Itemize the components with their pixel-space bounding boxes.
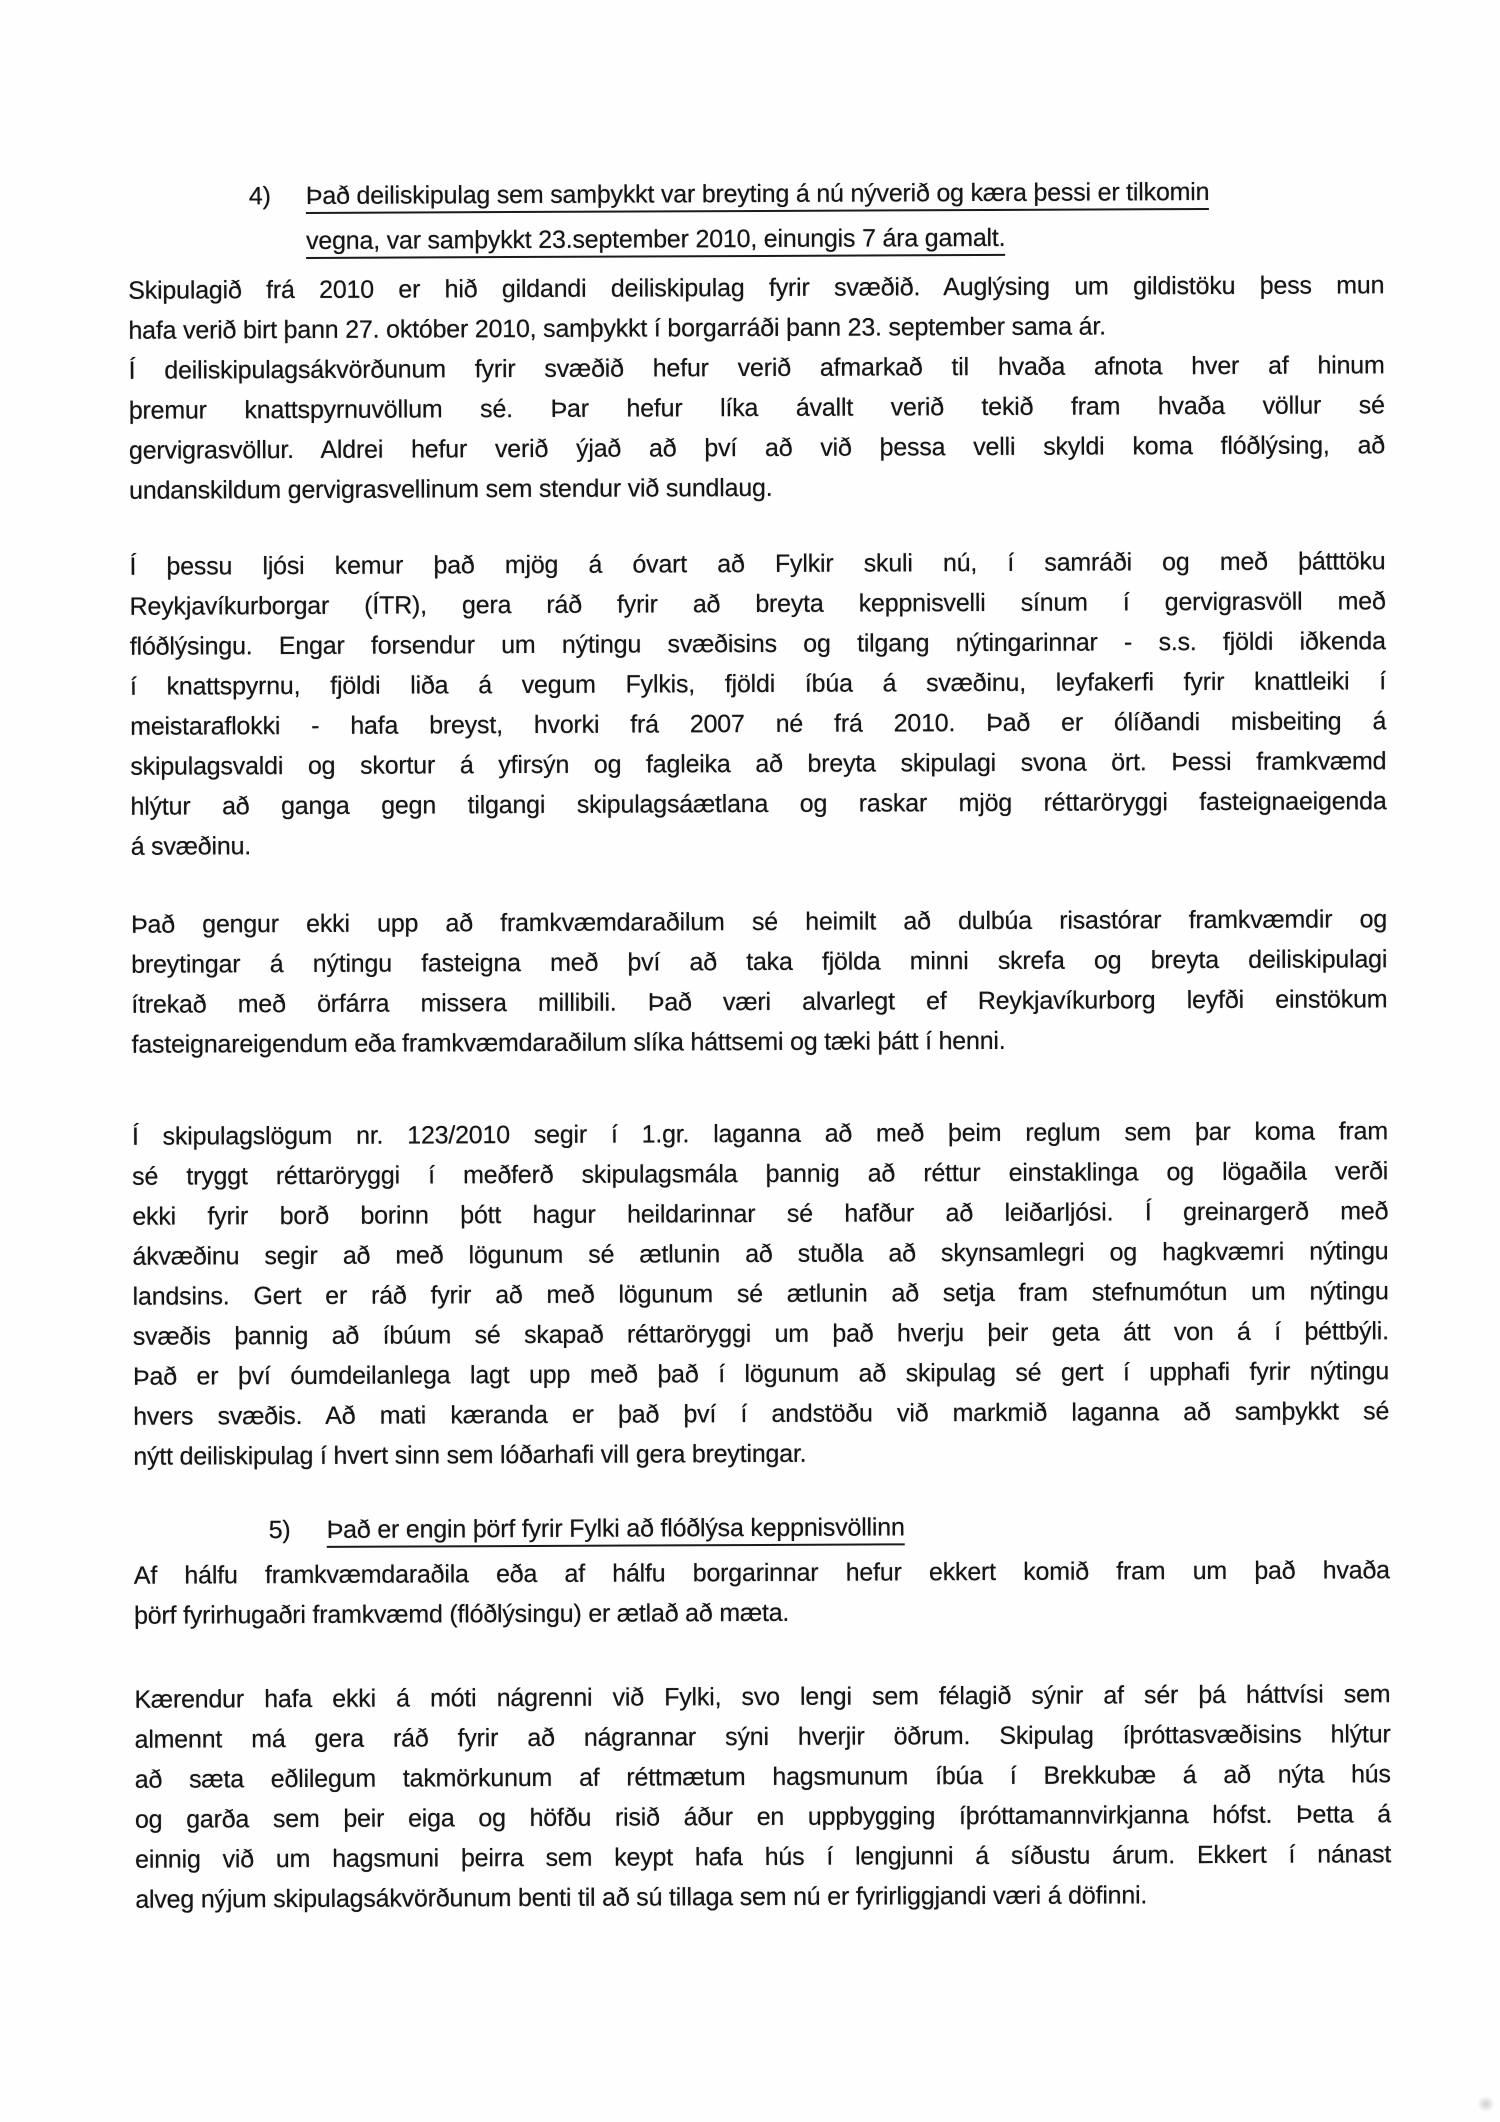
scan-smudge-artifact xyxy=(1477,2096,1495,2112)
heading-line xyxy=(306,214,1384,264)
paragraph xyxy=(132,1111,1390,1476)
text-line: almennt má gera ráð fyrir að nágrannar sýni hverjir öðrum. Skipulag íþróttasvæðisins hlýtur xyxy=(134,1720,1391,1754)
text-line: svæðis þannig að íbúum sé skapað réttaröryggi um það hverju þeir geta átt von á í þéttbýli. xyxy=(132,1317,1389,1351)
text-line: breytingar á nýtingu fasteigna með því að taka fjölda minni skrefa og breyta deiliskipulagi xyxy=(131,945,1388,979)
text-line: Í þessu ljósi kemur það mjög á óvart að Fylkir skuli nú, í samráði og með þátttöku xyxy=(129,547,1386,581)
text-line: ákvæðinu segir að með lögunum sé ætlunin að stuðla að skynsamlegri og hagkvæmri nýtingu xyxy=(132,1237,1389,1271)
paragraph xyxy=(129,541,1386,866)
text-line: Af hálfu framkvæmdaraðila eða af hálfu borgarinnar hefur ekkert komið fram um það hvaða xyxy=(133,1556,1390,1590)
text-line: að sæta eðlilegum takmörkunum af réttmætum hagsmunum íbúa í Brekkubæ á að nýta hús xyxy=(134,1760,1391,1794)
paragraph xyxy=(134,1674,1391,1919)
text-line: Í skipulagslögum nr. 123/2010 segir í 1.gr. laganna að með þeim reglum sem þar koma fram xyxy=(131,1117,1389,1151)
text-line: landsins. Gert er ráð fyrir að með lögunum sé ætlunin að setja fram stefnumótun um nýtingu xyxy=(132,1277,1389,1311)
heading-underlined-text: vegna, var samþykkt 23.september 2010, einungis 7 ára gamalt. xyxy=(306,224,1005,259)
section-number: 4) xyxy=(248,182,271,211)
paragraph xyxy=(128,265,1385,510)
text-line: hlýtur að ganga gegn tilgangi skipulagsáætlana og raskar mjög réttaröryggi fasteignaeigenda xyxy=(130,787,1387,821)
section-number: 5) xyxy=(268,1516,291,1545)
text-line: hafa verið birt þann 27. október 2010, samþykkt í borgarráði þann 23. september sama ár. xyxy=(128,312,1106,345)
text-line: þörf fyrirhugaðri framkvæmd (flóðlýsingu) er ætlað að mæta. xyxy=(133,1598,790,1630)
heading-underlined-text: Það deiliskipulag sem samþykkt var breyting á nú nýverið og kæra þessi er tilkomin xyxy=(306,178,1210,214)
text-line: sé tryggt réttaröryggi í meðferð skipulagsmála þannig að réttur einstaklinga og lögaðila verði xyxy=(132,1157,1389,1191)
numbered-section-heading xyxy=(268,1503,1390,1553)
text-line: og garða sem þeir eiga og höfðu risið áður en uppbygging íþróttamannvirkjanna hófst. Þetta á xyxy=(134,1800,1391,1834)
text-line: hvers svæðis. Að mati kæranda er það því í andstöðu við markmið laganna að samþykkt sé xyxy=(133,1397,1390,1431)
heading-underlined-text: Það er engin þörf fyrir Fylki að flóðlýsa keppnisvöllinn xyxy=(327,1513,905,1548)
text-line: nýtt deiliskipulag í hvert sinn sem lóðarhafi vill gera breytingar. xyxy=(133,1439,807,1471)
paragraph xyxy=(131,899,1388,1064)
text-line: Kærendur hafa ekki á móti nágrenni við Fylki, svo lengi sem félagið sýnir af sér þá háttvísi sem xyxy=(134,1680,1391,1714)
heading-line xyxy=(306,169,1384,219)
text-line: alveg nýjum skipulagsákvörðunum benti til að sú tillaga sem nú er fyrirliggjandi væri á döfinni. xyxy=(135,1881,1148,1914)
heading-line xyxy=(327,1503,1390,1553)
text-line: meistaraflokki - hafa breyst, hvorki frá 2007 né frá 2010. Það er ólíðandi misbeiting á xyxy=(130,707,1387,741)
text-line: í knattspyrnu, fjöldi liða á vegum Fylkis, fjöldi íbúa á svæðinu, leyfakerfi fyrir knattleiki í xyxy=(129,667,1387,701)
text-line: þremur knattspyrnuvöllum sé. Þar hefur líka ávallt verið tekið fram hvaða völlur sé xyxy=(128,391,1385,425)
text-line: Það gengur ekki upp að framkvæmdaraðilum sé heimilt að dulbúa risastórar framkvæmdir og xyxy=(130,905,1388,939)
text-line: Reykjavíkurborgar (ÍTR), gera ráð fyrir að breyta keppnisvelli sínum í gervigrasvöll með xyxy=(129,587,1386,621)
text-line: einnig við um hagsmuni þeirra sem keypt hafa hús í lengjunni á síðustu árum. Ekkert í nánast xyxy=(135,1840,1392,1874)
text-line: á svæðinu. xyxy=(130,832,252,861)
text-line: ekki fyrir borð borinn þótt hagur heildarinnar sé hafður að leiðarljósi. Í greinargerð með xyxy=(132,1197,1389,1231)
text-line: gervigrasvöllur. Aldrei hefur verið ýjað að því að við þessa velli skyldi koma flóðlýsing, að xyxy=(128,431,1386,465)
paragraph xyxy=(134,1550,1390,1635)
text-line: Í deiliskipulagsákvörðunum fyrir svæðið hefur verið afmarkað til hvaða afnota hver af hinum xyxy=(128,351,1385,385)
text-line: ítrekað með örfárra missera millibili. Það væri alvarlegt ef Reykjavíkurborg leyfði einstökum xyxy=(131,985,1388,1019)
text-line: Það er því óumdeilanlega lagt upp með það í lögunum að skipulag sé gert í upphafi fyrir nýtingu xyxy=(132,1357,1390,1391)
text-line: Skipulagið frá 2010 er hið gildandi deiliskipulag fyrir svæðið. Auglýsing um gildistöku þess mun xyxy=(128,271,1385,305)
numbered-section-heading xyxy=(248,169,1384,264)
text-line: fasteignareigendum eða framkvæmdaraðilum slíka háttsemi og tæki þátt í henni. xyxy=(131,1026,1006,1059)
text-line: undanskildum gervigrasvellinum sem stendur við sundlaug. xyxy=(129,473,773,505)
text-line: skipulagsvaldi og skortur á yfirsýn og fagleika að breyta skipulagi svona ört. Þessi framkvæmd xyxy=(130,747,1387,781)
text-line: flóðlýsingu. Engar forsendur um nýtingu svæðisins og tilgang nýtingarinnar - s.s. fjöldi iðkenda xyxy=(129,627,1386,661)
